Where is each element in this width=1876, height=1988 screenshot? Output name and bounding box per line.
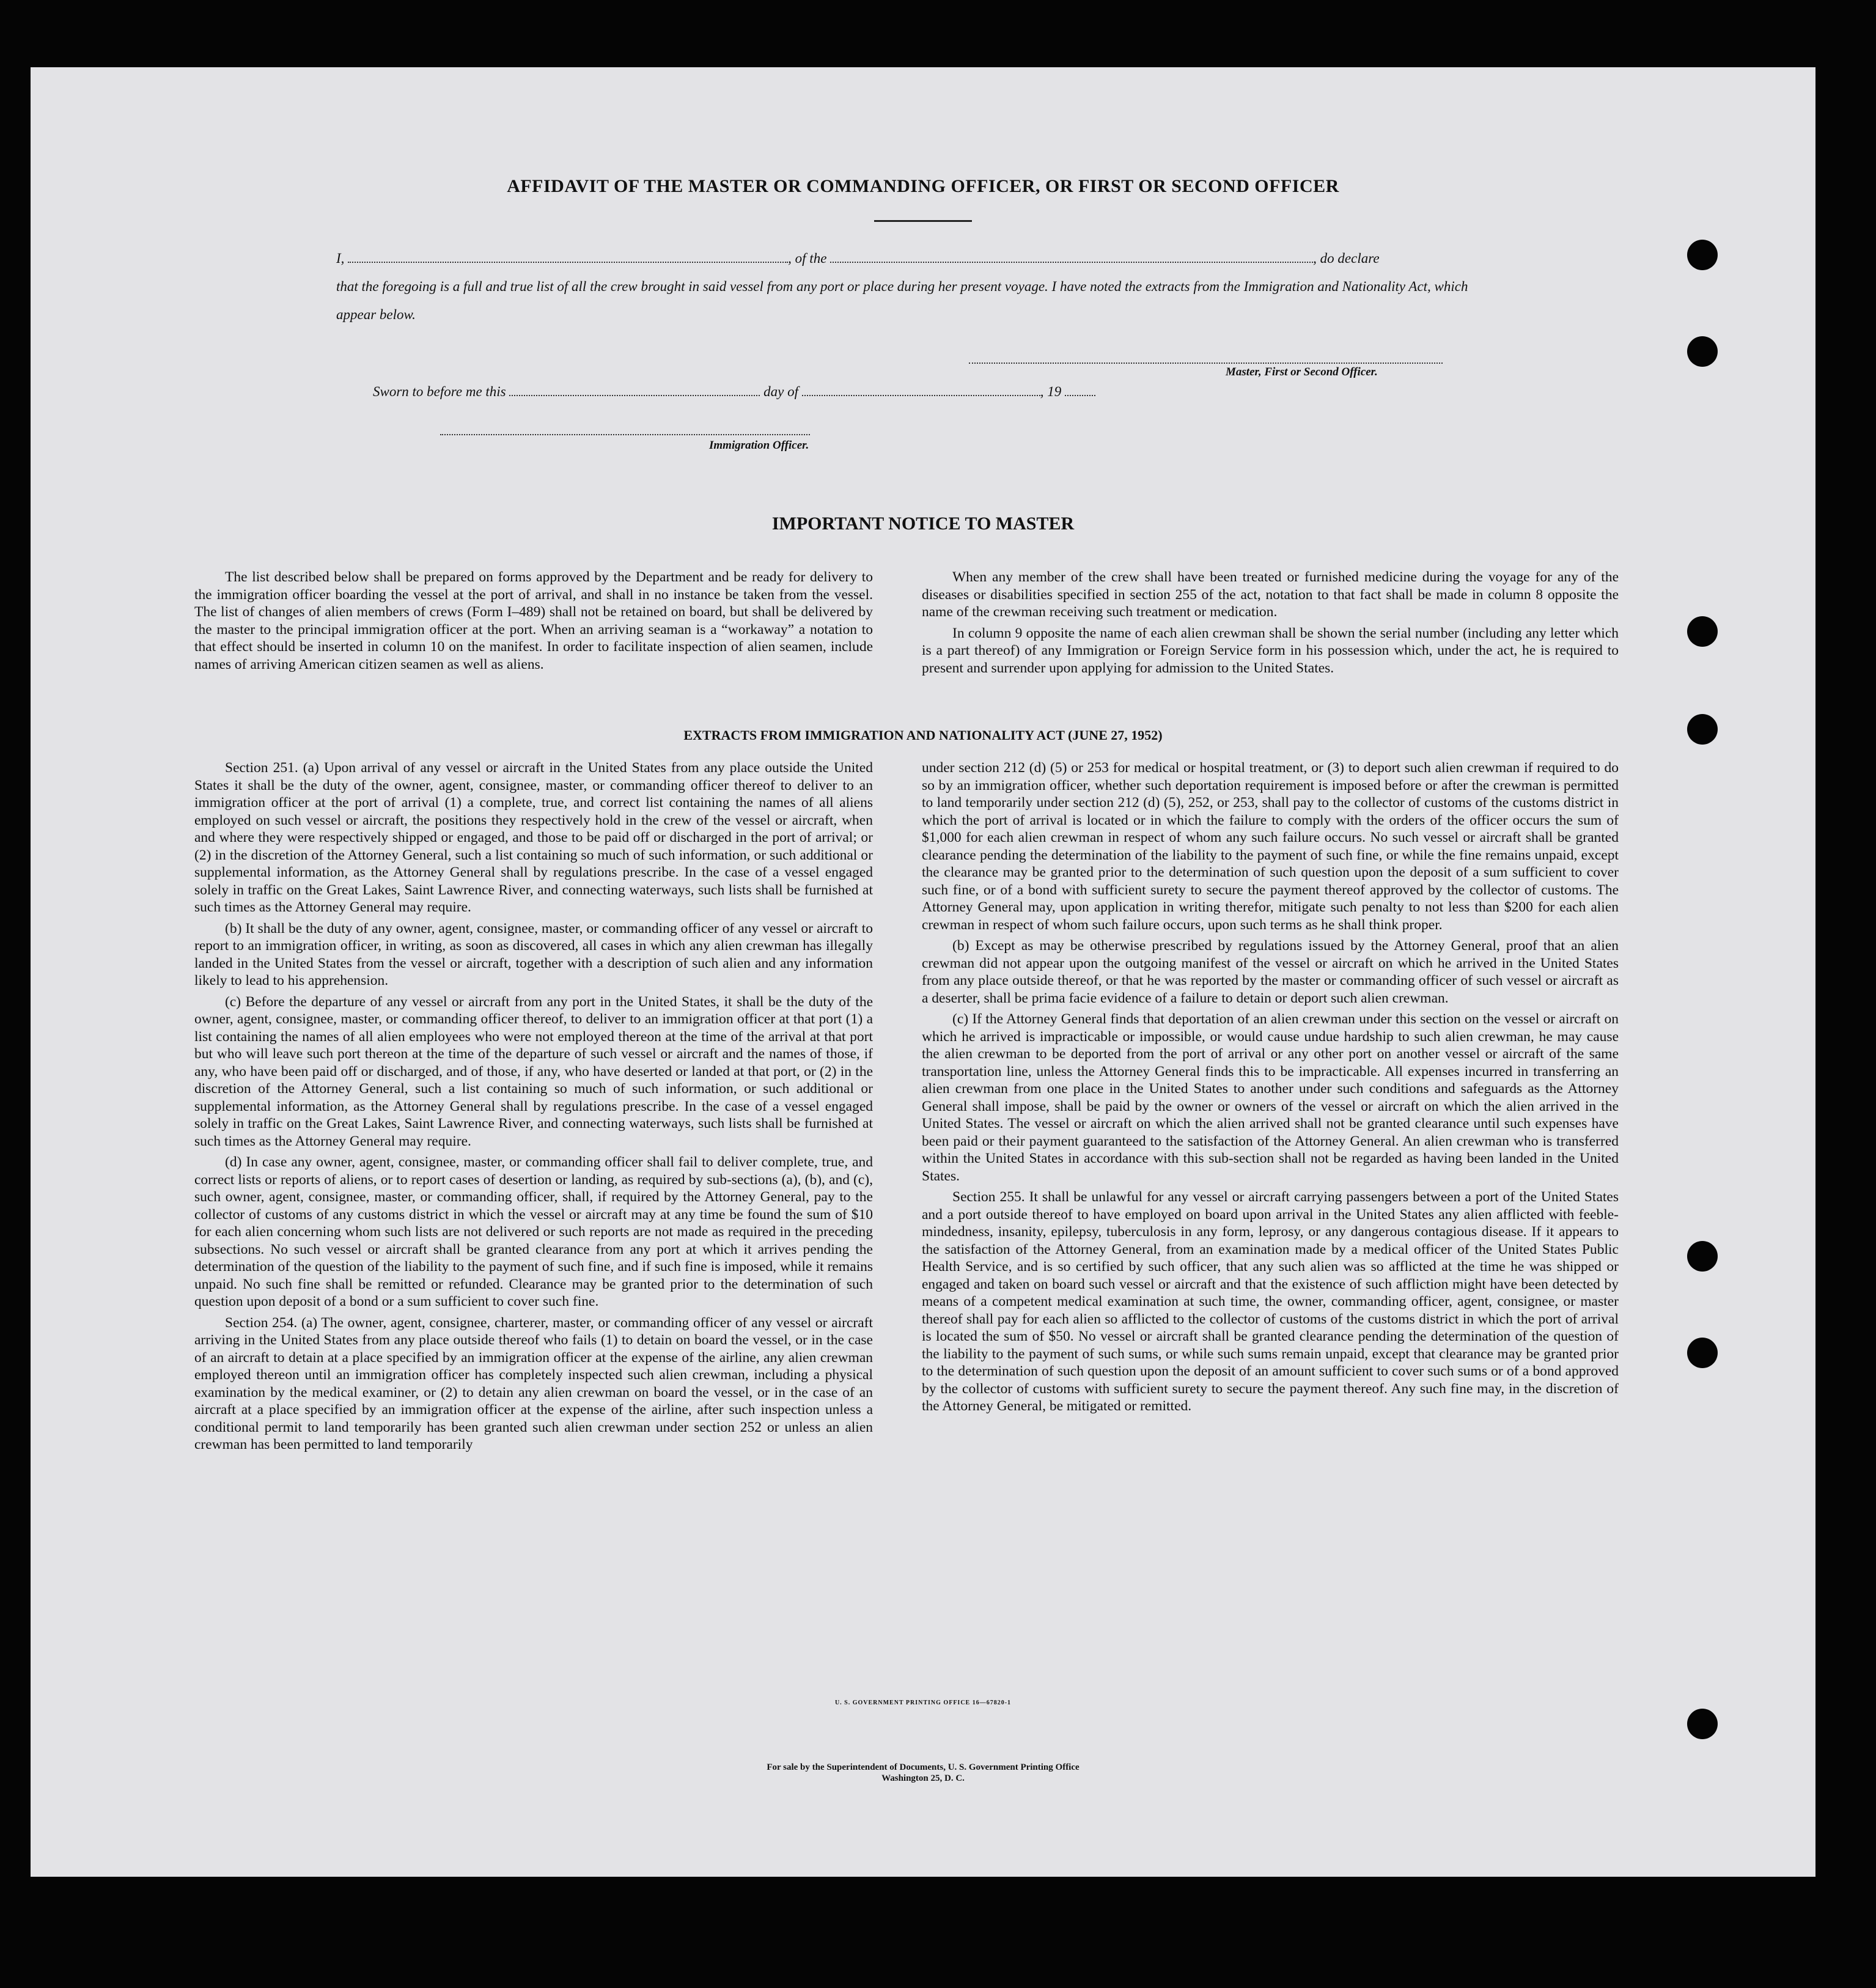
declaration-line [336,245,1485,273]
punch-hole-1 [1687,240,1718,270]
section-251-b: (b) It shall be the duty of any owner, agent, consignee, master, or commanding officer of any vessel or aircraft to report to an immigration officer, in writing, as soon as discovered, all cases in which any alien crewman has illegally landed in the United States from the vessel or aircraft, together with a description of such alien and any information likely to lead to his apprehension. [194,920,873,988]
sworn-year-blank[interactable] [1065,385,1095,396]
day-of-label: day of [763,384,798,399]
master-signature-label: Master, First or Second Officer. [1226,366,1378,378]
sale-line-1: For sale by the Superintendent of Documents, U. S. Government Printing Office [767,1762,1080,1772]
section-251-a: Section 251. (a) Upon arrival of any vessel or aircraft in the United States from any place outside the United States it shall be the duty of the owner, agent, consignee, master, or commanding officer thereof to deliver to an immigration officer at the port of arrival (1) a complete, true, and correct list containing the names of all aliens employed on such vessel or aircraft, the positions they respectively hold in the crew of the vessel or aircraft, when and where they were respectively shipped or engaged, and those to be paid off or discharged in the port of arrival; or (2) in the discretion of the Attorney General, such a list containing so much of such information, or such additional or supplemental information, as the Attorney General shall by regulations prescribe. In the case of a vessel engaged solely in traffic on the Great Lakes, Saint Lawrence River, and connecting waterways, such lists shall be furnished at such times as the Attorney General may require. [194,760,873,915]
extracts-right-column [922,759,1619,1419]
extracts-left-column [194,759,873,1457]
section-251-d: (d) In case any owner, agent, consignee, master, or commanding officer shall fail to deliver complete, true, and correct lists or reports of aliens, or to report cases of desertion or landing, as required by sub-sections (a), (b), and (c), such owner, agent, consignee, master, or commanding officer, shall, if required by the Attorney General, pay to the collector of customs of any customs district in which the vessel or aircraft may at any time be found the sum of $10 for each alien concerning whom such lists are not delivered or such reports are not made as required in the preceding subsections. No such vessel or aircraft shall be granted clearance from any port at which it arrives pending the determination of the question of the liability to the payment of such fine, and if such fine is imposed, while it remains unpaid. No such fine shall be remitted or refunded. Clearance may be granted prior to the determination of such question upon deposit of a bond or a sum sufficient to cover such fine. [194,1154,873,1309]
punch-hole-6 [1687,1338,1718,1368]
notice-left-paragraph: The list described below shall be prepared on forms approved by the Department and be ready for delivery to the immigration officer boarding the vessel at the port of arrival, and shall in no instance be taken from the vessel. The list of changes of alien members of crews (Form I–489) shall not be retained on board, but shall be delivered by the master to the principal immigration officer at the port. When an arriving seaman is a “workaway” a notation to that effect should be inserted in column 10 on the manifest. In order to facilitate inspection of alien seamen, include names of arriving American citizen seamen as well as aliens. [194,569,873,672]
punch-hole-5 [1687,1241,1718,1272]
notice-left-column [194,569,873,677]
affidavit-title: AFFIDAVIT OF THE MASTER OR COMMANDING OFFICER, OR FIRST OR SECOND OFFICER [507,176,1339,196]
notice-right-paragraph-2: In column 9 opposite the name of each alien crewman shall be shown the serial number (including any letter which is a part thereof) of any Immigration or Foreign Service form in his possession which, under the act, he is required to present and surrender upon applying for admission to the United States. [922,625,1619,676]
immigration-officer-label: Immigration Officer. [709,439,809,452]
master-signature-line[interactable] [969,363,1443,364]
section-251-c: (c) Before the departure of any vessel or aircraft from any port in the United States, it shall be the duty of the owner, agent, consignee, master, or commanding officer thereof, to deliver to an immigration officer at that port (1) a list containing the names of all alien employees who were not employed thereon at the time of the arrival at that port but who will leave such port thereon at the time of the departure of such vessel or aircraft and the names of those, if any, who have been paid off or discharged, and of those, if any, who have deserted or landed at that port, or (2) in the discretion of the Attorney General, such a list containing so much of such information, or such additional or supplemental information, as the Attorney General shall by regulations prescribe. In the case of a vessel engaged solely in traffic on the Great Lakes, Saint Lawrence River, and connecting waterways, such lists shall be furnished at such times as the Attorney General may require. [194,993,873,1149]
form-page [31,67,1815,1877]
punch-hole-3 [1687,616,1718,647]
sale-notice [31,1762,1815,1784]
punch-hole-7 [1687,1709,1718,1739]
immigration-officer-signature-line[interactable] [440,434,810,435]
printing-office-code: U. S. GOVERNMENT PRINTING OFFICE 16—67820-1 [834,1699,1012,1706]
sworn-label: Sworn to before me this [373,384,506,399]
year-label: , 19 [1040,384,1062,399]
punch-hole-2 [1687,336,1718,367]
extracts-title: EXTRACTS FROM IMMIGRATION AND NATIONALITY ACT (JUNE 27, 1952) [683,727,1163,743]
notice-title: IMPORTANT NOTICE TO MASTER [771,514,1075,534]
section-254-c: (c) If the Attorney General finds that deportation of an alien crewman under this section on the vessel or aircraft on which he arrived is impracticable or impossible, or would cause undue hardship to such alien crewman, he may cause the alien crewman to be deported from the port of arrival or any other port on another vessel or aircraft of the same transportation line, unless the Attorney General finds this to be impracticable. All expenses incurred in transferring an alien crewman from one place in the United States to another under such conditions and safeguards as the Attorney General shall impose, shall be paid by the owner or owners of the vessel or aircraft on which the alien arrived in the United States. The vessel or aircraft on which the alien arrived shall not be granted clearance until such expenses have been paid or their payment guaranteed to the satisfaction of the Attorney General. An alien crewman who is transferred within the United States in accordance with this sub-section shall not be regarded as having been landed in the United States. [922,1011,1619,1184]
vessel-blank[interactable] [830,252,1313,263]
section-254-b: (b) Except as may be otherwise prescribed by regulations issued by the Attorney General, proof that an alien crewman did not appear upon the outgoing manifest of the vessel or aircraft on which he arrived in the United States from any place outside thereof, or that he was reported by the master or commanding officer of such vessel or aircraft as a deserter, shall be prima facie evidence of a failure to detain or deport such alien crewman. [922,938,1619,1006]
name-blank[interactable] [348,252,788,263]
sworn-month-blank[interactable] [802,385,1040,396]
i-label: I, [336,251,345,266]
section-254-a: Section 254. (a) The owner, agent, consignee, charterer, master, or commanding officer of any vessel or aircraft arriving in the United States from any place outside thereof who fails (1) to detain on board the vessel, or in the case of an aircraft to detain at a place specified by an immigration officer at the expense of the airline, any alien crewman employed thereon until an immigration officer has completely inspected such alien crewman, including a physical examination by the medical examiner, or (2) to detain any alien crewman on board the vessel, or in the case of an aircraft at a place specified by an immigration officer at the expense of the airline, after such inspection unless a conditional permit to land temporarily has been granted such alien crewman under section 252 or unless an alien crewman has been permitted to land temporarily [194,1314,873,1452]
notice-right-column [922,569,1619,680]
declare-label: , do declare [1313,251,1380,266]
notice-right-paragraph-1: When any member of the crew shall have been treated or furnished medicine during the voyage for any of the diseases or disabilities specified in section 255 of the act, notation to that fact shall be made in column 8 opposite the name of the crewman receiving such treatment or medication. [922,569,1619,620]
sworn-day-blank[interactable] [509,385,760,396]
of-the-label: , of the [788,251,827,266]
sworn-line [373,384,1095,400]
sale-line-2: Washington 25, D. C. [881,1773,965,1783]
section-255: Section 255. It shall be unlawful for any vessel or aircraft carrying passengers between a port of the United States and a port outside thereof to have employed on board upon arrival in the United States any alien afflicted with feeble-mindedness, insanity, epilepsy, tuberculosis in any form, leprosy, or any dangerous contagious disease. If it appears to the satisfaction of the Attorney General, from an examination made by a medical officer of the United States Public Health Service, and is so certified by such officer, that any such alien was so afflicted at the time he was shipped or engaged and taken on board such vessel or aircraft and that the existence of such affliction might have been detected by means of a competent medical examination at such time, the owner, commanding officer, agent, consignee, or master thereof shall pay for each alien so afflicted to the collector of customs of the customs district in which the port of arrival is located the sum of $50. No vessel or aircraft shall be granted clearance pending the determination of the question of the liability to the payment of such sums, or while such sums remain unpaid, except that clearance may be granted prior to the determination of such question upon the deposit of an amount sufficient to cover such sums or of a bond approved by the collector of customs with sufficient surety to secure the payment thereof. Any such fine may, in the discretion of the Attorney General, be mitigated or remitted. [922,1189,1619,1414]
section-254-a-continued: under section 212 (d) (5) or 253 for medical or hospital treatment, or (3) to deport such alien crewman if required to do so by an immigration officer, whether such deportation requirement is imposed before or after the crewman is permitted to land temporarily under section 212 (d) (5), 252, or 253, shall pay to the collector of customs of the customs district in which the port of arrival is located or in which the failure to comply with the orders of the officer occurs the sum of $1,000 for each alien crewman in respect of whom any such failure occurs. No such vessel or aircraft shall be granted clearance pending the determination of the liability to the payment of such fine, or while the fine remains unpaid, except the clearance may be granted prior to the determination of such question upon the deposit of a sum sufficient to cover such fine, or of a bond with sufficient surety to secure the payment thereof approved by the collector of customs. The Attorney General may, upon application in writing therefor, mitigate such penalty to not less than $200 for each alien crewman in respect of whom such failure occurs, upon such terms as he shall think proper. [922,760,1619,933]
declaration-text: that the foregoing is a full and true list of all the crew brought in said vessel from any port or place during her present voyage. I have noted the extracts from the Immigration and Nationality Act, which appear below. [336,279,1468,322]
title-divider [874,220,972,222]
